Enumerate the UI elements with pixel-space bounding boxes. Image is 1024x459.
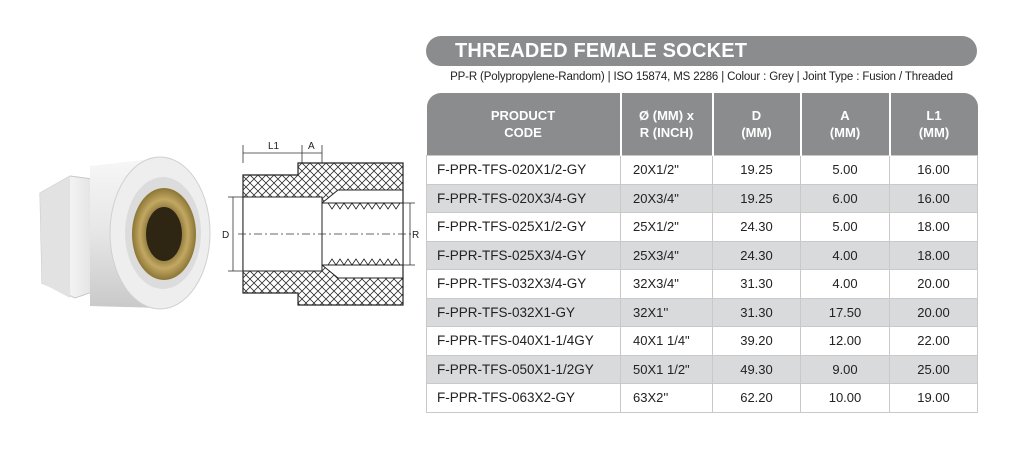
cross-section-diagram — [218, 135, 423, 325]
cell-l1: 18.00 — [890, 213, 978, 242]
cell-d: 19.25 — [713, 184, 801, 213]
cell-product-code: F-PPR-TFS-050X1-1/2GY — [427, 355, 621, 384]
header-product-code: PRODUCT CODE — [427, 93, 621, 156]
cell-a: 6.00 — [801, 184, 890, 213]
cell-size: 40X1 1/4" — [621, 327, 713, 356]
cell-a: 5.00 — [801, 213, 890, 242]
cell-d: 49.30 — [713, 355, 801, 384]
cell-l1: 16.00 — [890, 156, 978, 185]
cell-l1: 16.00 — [890, 184, 978, 213]
cell-d: 24.30 — [713, 241, 801, 270]
table-header-row — [427, 93, 978, 156]
cell-d: 31.30 — [713, 298, 801, 327]
cell-d: 39.20 — [713, 327, 801, 356]
label-r: R — [412, 230, 420, 241]
cell-a: 9.00 — [801, 355, 890, 384]
cell-a: 17.50 — [801, 298, 890, 327]
cell-product-code: F-PPR-TFS-032X3/4-GY — [427, 270, 621, 299]
cell-size: 25X3/4" — [621, 241, 713, 270]
table-row — [427, 270, 978, 299]
cell-l1: 18.00 — [890, 241, 978, 270]
cell-l1: 25.00 — [890, 355, 978, 384]
table-row — [427, 298, 978, 327]
product-photo — [30, 148, 220, 318]
cell-a: 4.00 — [801, 270, 890, 299]
cell-size: 50X1 1/2" — [621, 355, 713, 384]
header-size: Ø (MM) x R (INCH) — [621, 93, 713, 156]
header-a: A (MM) — [801, 93, 890, 156]
cell-a: 12.00 — [801, 327, 890, 356]
cell-product-code: F-PPR-TFS-040X1-1/4GY — [427, 327, 621, 356]
cell-size: 32X3/4" — [621, 270, 713, 299]
cell-a: 10.00 — [801, 384, 890, 413]
cell-d: 24.30 — [713, 213, 801, 242]
cell-product-code: F-PPR-TFS-020X1/2-GY — [427, 156, 621, 185]
page-title: THREADED FEMALE SOCKET — [426, 36, 977, 66]
cell-d: 31.30 — [713, 270, 801, 299]
table-row — [427, 184, 978, 213]
spec-subtitle: PP-R (Polypropylene-Random) | ISO 15874, MS 2286 | Colour : Grey | Joint Type : Fusion / Threaded — [450, 71, 953, 83]
table-row — [427, 241, 978, 270]
cell-product-code: F-PPR-TFS-025X1/2-GY — [427, 213, 621, 242]
table-row — [427, 355, 978, 384]
table-row — [427, 384, 978, 413]
table-row — [427, 327, 978, 356]
cell-l1: 19.00 — [890, 384, 978, 413]
cell-l1: 20.00 — [890, 298, 978, 327]
cell-product-code: F-PPR-TFS-063X2-GY — [427, 384, 621, 413]
label-a: A — [308, 141, 315, 152]
cell-d: 19.25 — [713, 156, 801, 185]
header-d: D (MM) — [713, 93, 801, 156]
table-row — [427, 213, 978, 242]
cell-d: 62.20 — [713, 384, 801, 413]
label-d: D — [222, 230, 230, 241]
cell-size: 32X1'' — [621, 298, 713, 327]
cell-size: 20X1/2" — [621, 156, 713, 185]
label-l1: L1 — [268, 141, 280, 152]
cell-size: 20X3/4" — [621, 184, 713, 213]
header-l1: L1 (MM) — [890, 93, 978, 156]
cell-a: 4.00 — [801, 241, 890, 270]
cell-product-code: F-PPR-TFS-025X3/4-GY — [427, 241, 621, 270]
cell-l1: 22.00 — [890, 327, 978, 356]
spec-table — [426, 93, 978, 413]
cell-product-code: F-PPR-TFS-020X3/4-GY — [427, 184, 621, 213]
cell-l1: 20.00 — [890, 270, 978, 299]
cell-a: 5.00 — [801, 156, 890, 185]
cell-product-code: F-PPR-TFS-032X1-GY — [427, 298, 621, 327]
cell-size: 63X2'' — [621, 384, 713, 413]
cell-size: 25X1/2" — [621, 213, 713, 242]
table-row — [427, 156, 978, 185]
